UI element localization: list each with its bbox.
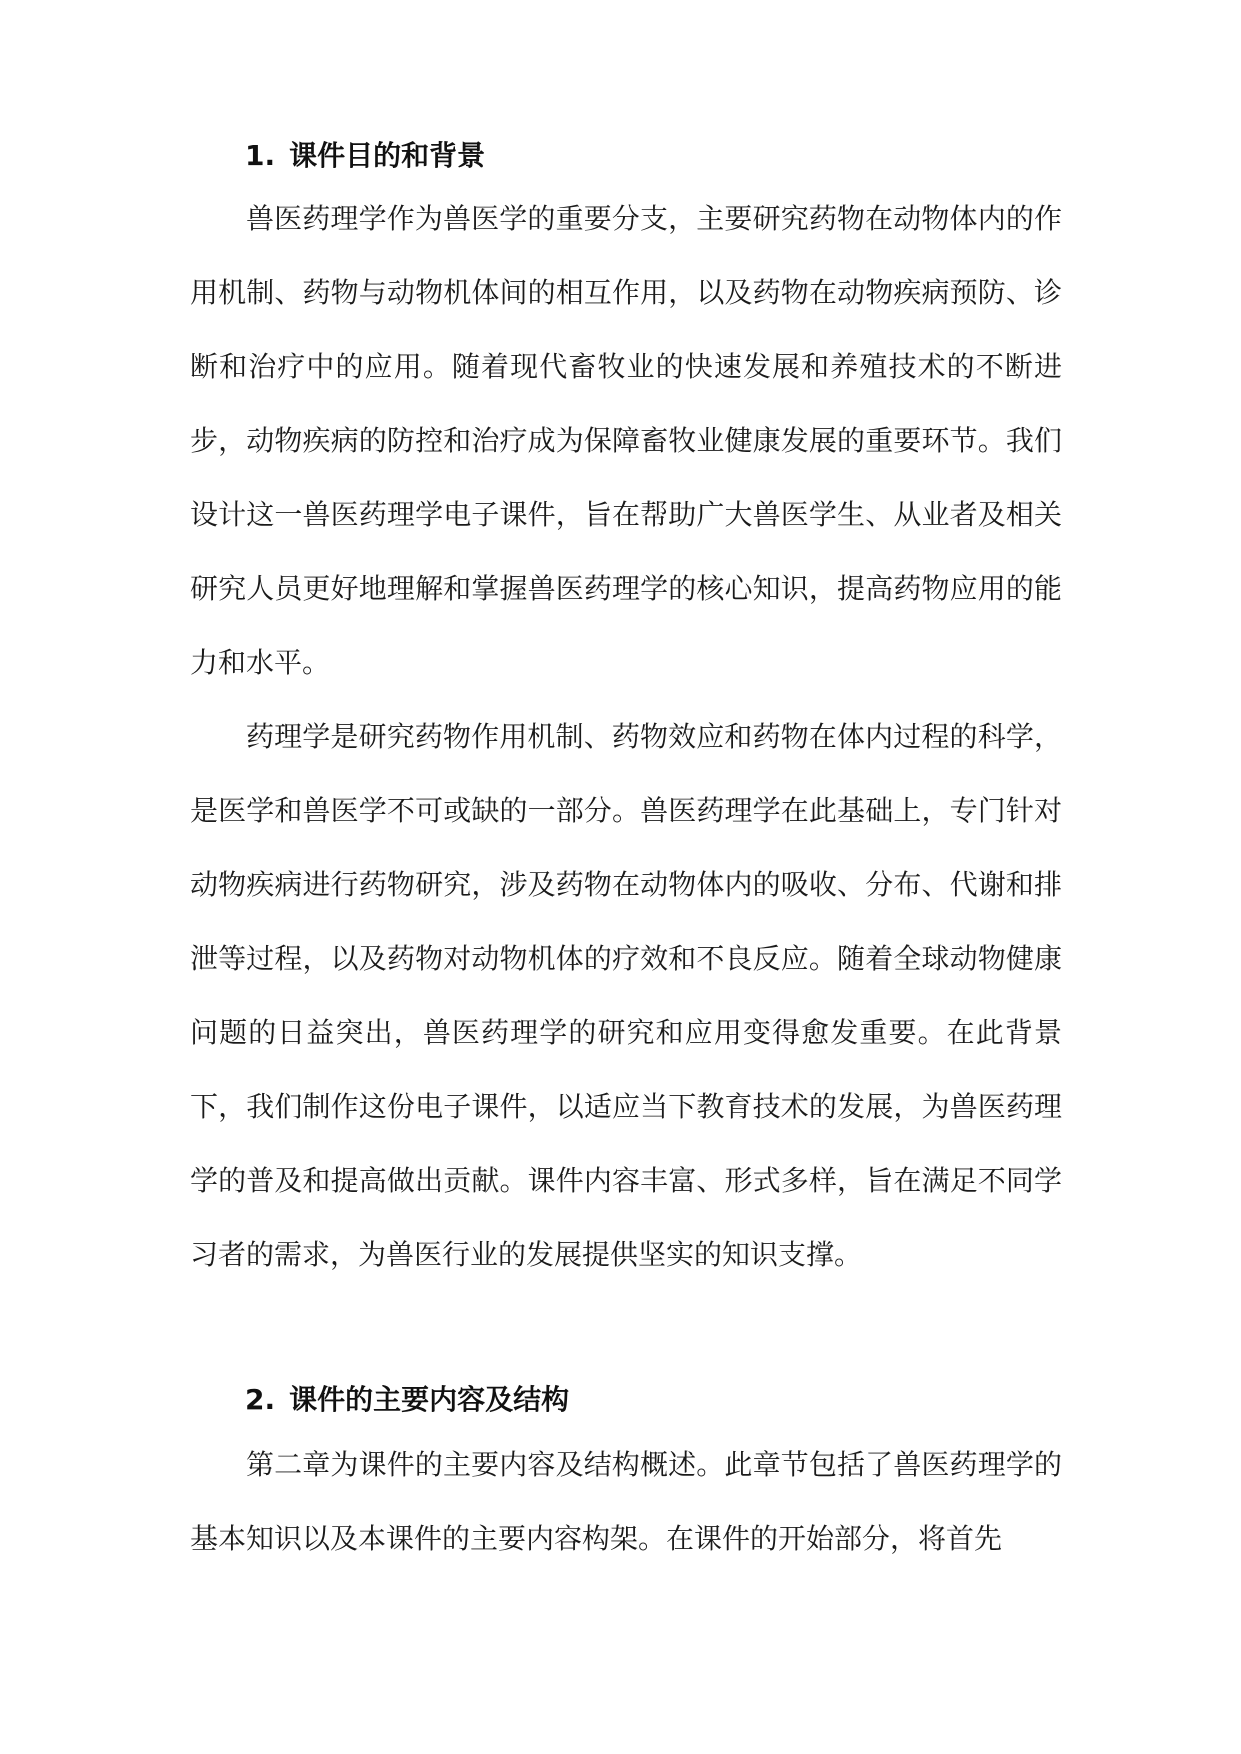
section-1-paragraph-1: 兽医药理学作为兽医学的重要分支，主要研究药物在动物体内的作用机制、药物与动物机体间的相互作用，以及药物在动物疾病预防、诊断和治疗中的应用。随着现代畜牧业的快速发展和养殖技术的不断进步，动物疾病的防控和治疗成为保障畜牧业健康发展的重要环节。我们设计这一兽医药理学电子课件，旨在帮助广大兽医学生、从业者及相关研究人员更好地理解和掌握兽医药理学的核心知识，提高药物应用的能力和水平。 [190,202,1062,679]
section-1-paragraph-2: 药理学是研究药物作用机制、药物效应和药物在体内过程的科学，是医学和兽医学不可或缺的一部分。兽医药理学在此基础上，专门针对动物疾病进行药物研究，涉及药物在动物体内的吸收、分布、代谢和排泄等过程，以及药物对动物机体的疗效和不良反应。随着全球动物健康问题的日益突出，兽医药理学的研究和应用变得愈发重要。在此背景下，我们制作这份电子课件，以适应当下教育技术的发展，为兽医药理学的普及和提高做出贡献。课件内容丰富、形式多样，旨在满足不同学习者的需求，为兽医行业的发展提供坚实的知识支撑。 [190,720,1062,1271]
section-1-title: 课件目的和背景 [289,139,486,172]
section-2-paragraph-1: 第二章为课件的主要内容及结构概述。此章节包括了兽医药理学的基本知识以及本课件的主要内容构架。在课件的开始部分，将首先 [190,1448,1062,1555]
section-2-title: 课件的主要内容及结构 [289,1383,570,1416]
section-2-number: 2. [245,1383,276,1416]
section-1-number: 1. [245,139,276,172]
section-2-heading [245,1380,569,1420]
section-1-heading [245,136,485,176]
